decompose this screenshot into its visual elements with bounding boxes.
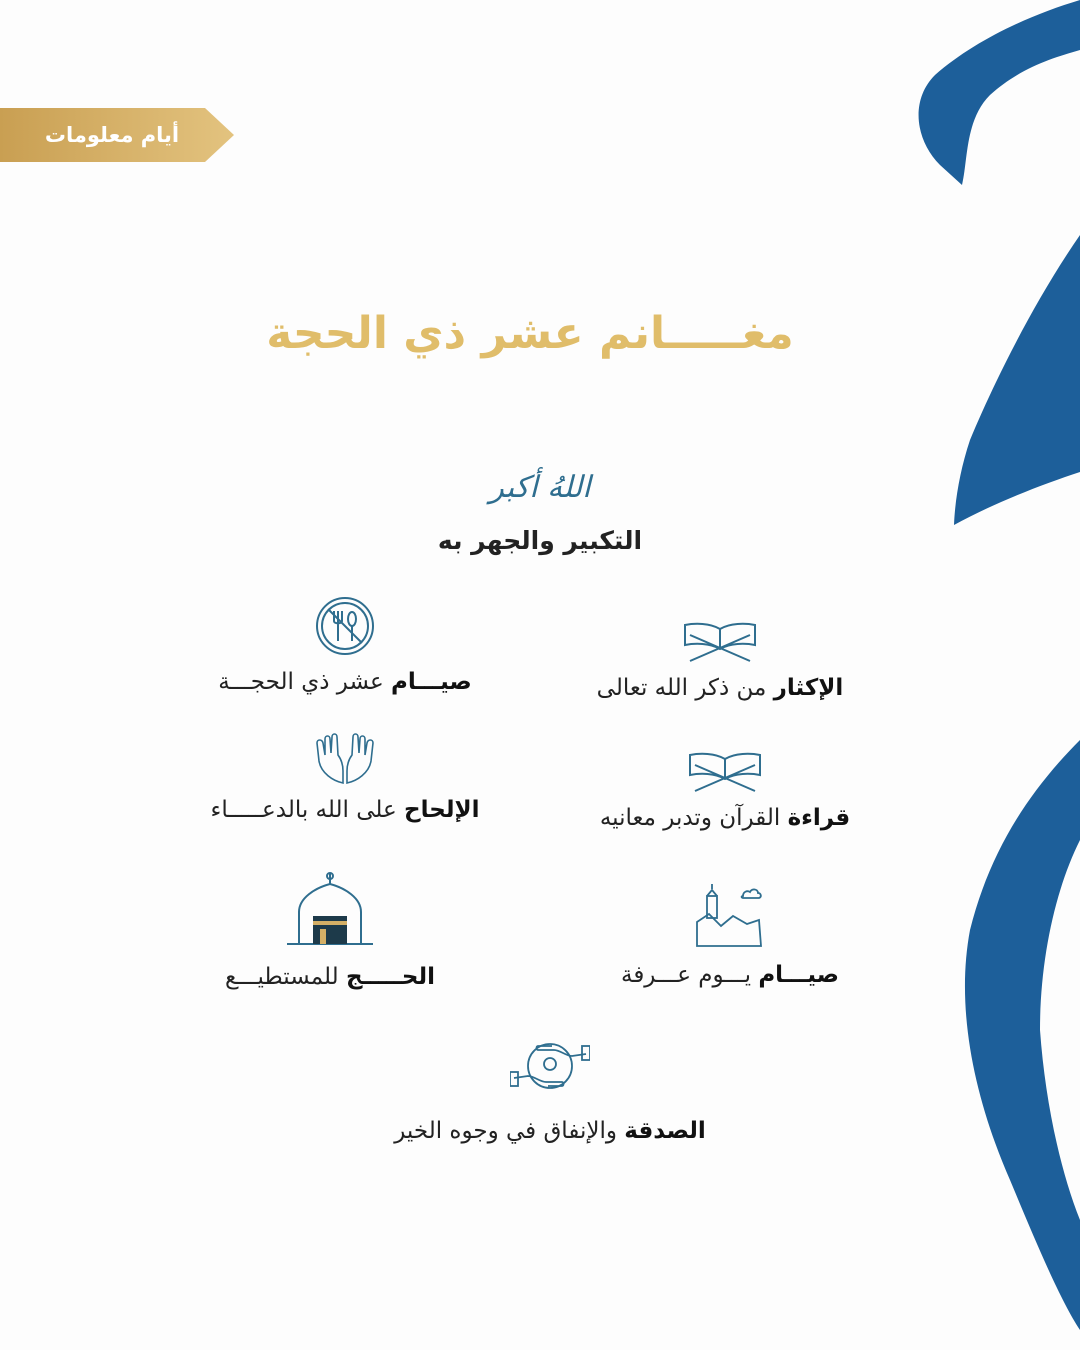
- no-food-icon: [314, 595, 376, 657]
- list-item: [180, 733, 510, 823]
- quran-book-icon: [680, 615, 760, 665]
- item-bold: الحـــــج: [345, 964, 435, 990]
- item-bold: قراءة: [787, 805, 851, 831]
- ribbon-label: أيام معلومات: [44, 123, 180, 147]
- list-item: [570, 745, 880, 831]
- allahu-akbar-calligraphy: اللهُ أكبر: [489, 470, 591, 505]
- item-text: على الله بالدعـــــاء: [210, 797, 405, 823]
- item-text: عشر ذي الحجـــة: [218, 669, 392, 695]
- item-text: والإنفاق في وجوه الخير: [394, 1118, 625, 1144]
- list-item: [580, 880, 880, 988]
- item-bold: الإكثار: [773, 675, 844, 701]
- charity-hands-icon: [510, 1038, 590, 1098]
- page-title: مغـــــانم عشر ذي الحجة: [266, 308, 794, 359]
- item-bold: صيـــام: [391, 669, 472, 695]
- takbir-item: [340, 458, 740, 555]
- item-text: للمستطيـــع: [225, 964, 346, 990]
- mount-arafat-icon: [695, 880, 765, 950]
- list-item: [180, 872, 480, 990]
- item-text: يـــوم عـــرفة: [620, 962, 759, 988]
- kaaba-icon: [285, 872, 375, 950]
- quran-book-icon: [685, 745, 765, 795]
- list-item: [570, 615, 870, 701]
- praying-hands-icon: [313, 733, 377, 787]
- takbir-label: التكبير والجهر به: [437, 526, 643, 555]
- list-item: [180, 595, 510, 695]
- item-bold: صيـــام: [758, 962, 840, 988]
- item-text: القرآن وتدبر معانيه: [599, 805, 788, 831]
- item-bold: الصدقة: [624, 1118, 706, 1144]
- item-bold: الإلحاح: [404, 797, 480, 823]
- list-item: [360, 1038, 740, 1144]
- item-text: من ذكر الله تعالى: [596, 675, 774, 701]
